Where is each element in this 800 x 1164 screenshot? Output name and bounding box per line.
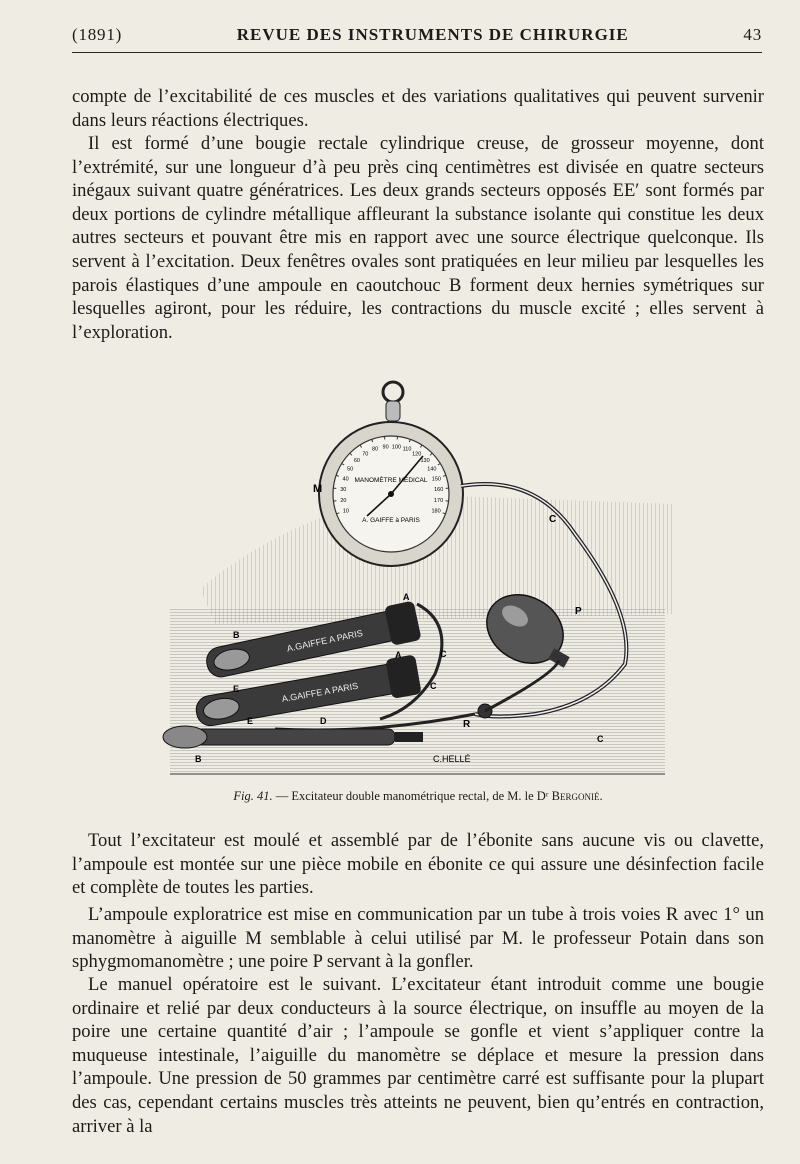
gauge-tick-label: 180: [431, 508, 441, 515]
paragraph-2: Il est formé d’une bougie rectale cylindrique creuse, de grosseur moyenne, dont l’extrémité, sur une longueur d’à peu près cinq centimètres est divisée en quatre secteurs inégaux suivant quatre génératrices. Les deux grands secteurs opposés EE′ sont formés par deux portions de cylindre métallique affleurant la substance isolante qui constitue les deux autres secteurs et pouvant être mis en rapport avec une source électrique quelconque. Ils servent à l’excitation. Deux fenêtres ovales sont pratiquées en leur milieu par lesquelles les parois élastiques d’une ampoule en caoutchouc B forment deux hernies symétriques sur lesquelles agiront, pour les réduire, les contractions du muscle excité ; elles servent à l’exploration.: [72, 133, 764, 343]
label-e-prime: E: [247, 716, 254, 726]
caption-author: Bergonié: [551, 789, 600, 803]
gauge-tick-label: 130: [420, 458, 430, 465]
running-header: [72, 18, 762, 53]
svg-text:A: A: [395, 650, 402, 660]
paragraph-5: Le manuel opératoire est le suivant. L’excitateur étant introduit comme une bougie ordinaire et relié par deux conducteurs à la source électrique, on insuffle au moyen de la poire une certaine quantité d’air ; l’ampoule se gonfle et vient s’appliquer contre la muqueuse intestinale, l’aiguille du manomètre se déplace et mesure la pression dans l’ampoule. Une pression de 50 grammes par centimètre carré est suffisante pour la plupart des cas, cependant certains muscles très atteints ne peuvent, bien qu’entrés en contraction, arriver à la: [72, 974, 764, 1137]
tube-brand-middle: A.GAIFFE A PARIS: [280, 680, 359, 705]
tube-brand-upper: A.GAIFFE A PARIS: [285, 627, 364, 654]
svg-text:B: B: [195, 754, 202, 764]
svg-text:C: C: [597, 734, 604, 744]
label-m: M: [313, 483, 323, 495]
paragraph-1: compte de l’excitabilité de ces muscles et des variations qualitatives qui peuvent survenir dans leurs réactions électriques.: [72, 86, 764, 131]
gauge-tick-label: 70: [362, 451, 369, 458]
gauge-ring-icon: [383, 382, 403, 402]
label-a-top: A: [403, 592, 410, 602]
gauge-tick-label: 160: [434, 487, 444, 494]
label-r: R: [463, 719, 471, 730]
gauge-text: MANOMÈTRE MÉDICAL: [354, 477, 428, 484]
gauge-tick-label: 170: [434, 497, 444, 504]
figure-illustration: [155, 374, 675, 779]
gauge-tick-label: 50: [347, 466, 354, 473]
gauge-tick-label: 80: [371, 446, 379, 453]
svg-text:C: C: [440, 649, 447, 659]
figure-caption: Fig. 41. — Excitateur double manométrique rectal, de M. le Dʳ Bergonié.: [233, 789, 603, 803]
label-e: E: [233, 684, 240, 694]
gauge-tick-label: 150: [431, 476, 441, 483]
engraving-svg: [155, 374, 675, 779]
label-p: P: [575, 606, 582, 617]
header-year: (1891): [72, 25, 123, 44]
figure-number: Fig. 41.: [233, 789, 273, 803]
gauge-tick-label: 140: [427, 466, 437, 473]
svg-text:C: C: [430, 681, 437, 691]
caption-text: — Excitateur double manométrique rectal, de M. le Dʳ: [272, 789, 552, 803]
gauge-tick-label: 100: [391, 444, 401, 451]
engraver-signature: C.HELLÉ: [433, 754, 471, 764]
paragraph-3: Tout l’excitateur est moulé et assemblé par de l’ébonite sans aucune vis ou clavette, l’ampoule est montée sur une pièce mobile en ébonite ce qui assure une désinfection facile et complète de toutes les parties.: [72, 830, 764, 899]
page-number: 43: [743, 25, 762, 44]
gauge-stem: [386, 401, 400, 421]
label-c-top: C: [549, 514, 557, 525]
paragraph-4: L’ampoule exploratrice est mise en communication par un tube à trois voies R avec 1° un manomètre à aiguille M semblable à celui utilisé par M. le professeur Potain dans son sphygmomanomètre ; une poire P servant à la gonfler.: [72, 904, 764, 973]
journal-title: REVUE DES INSTRUMENTS DE CHIRURGIE: [236, 25, 629, 44]
gauge-maker: A. GAIFFE à PARIS: [362, 517, 420, 524]
gauge-tick-label: 10: [342, 508, 349, 515]
label-b-top: B: [233, 630, 240, 640]
label-d: D: [320, 716, 327, 726]
gauge-tick-label: 110: [402, 446, 412, 453]
gauge-tick-label: 40: [342, 476, 349, 483]
gauge-tick-label: 90: [382, 444, 389, 451]
gauge-tick-label: 60: [353, 458, 360, 465]
gauge-tick-label: 30: [340, 487, 347, 494]
gauge-tick-label: 120: [412, 451, 422, 458]
gauge-tick-label: 20: [340, 497, 347, 504]
